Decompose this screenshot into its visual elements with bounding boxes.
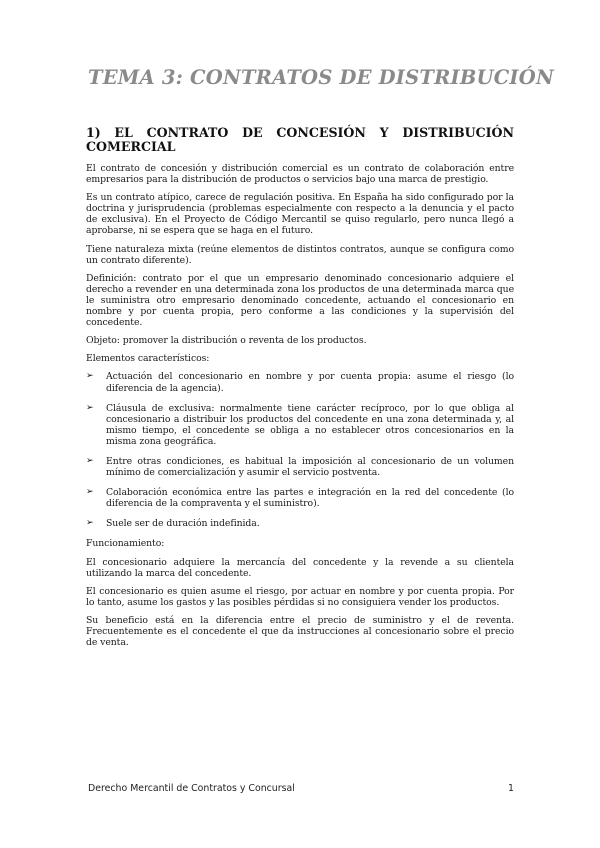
list-item	[86, 371, 514, 393]
list-item-text: Actuación del concesionario en nombre y por cuenta propia: asume el riesgo (lo diferencia de la agencia).	[106, 371, 514, 394]
arrow-bullet-icon: ➢	[86, 518, 94, 529]
paragraph-functioning-profit: Su beneficio está en la diferencia entre el precio de suministro y el de reventa. Frecuentemente es el concedente el que da instrucciones al concesionario sobre el precio de venta.	[86, 614, 514, 649]
list-item	[86, 456, 514, 478]
arrow-bullet-icon: ➢	[86, 402, 94, 413]
paragraph-functioning-resale: El concesionario adquiere la mercancía del concedente y la revende a su clientela utilizando la marca del concedente.	[86, 556, 514, 579]
paragraph-definition: Definición: contrato por el que un empresario denominado concesionario adquiere el derecho a revender en una determinada zona los productos de una determinada marca que le suministra otro empresario denominado concedente, actuando el concesionario en nombre y por cuenta propia, pero conforme a las condiciones y la supervisión del concedente.	[86, 272, 514, 329]
paragraph-atypical-contract: Es un contrato atípico, carece de regulación positiva. En España ha sido configurado por la doctrina y jurisprudencia (problemas especialmente con respecto a la denuncia y el pacto de exclusiva). En el Proyecto de Código Mercantil se quiso regularlo, pero nunca llegó a aprobarse, ni se espera que se haga en el futuro.	[86, 192, 514, 237]
document-body	[86, 126, 514, 655]
paragraph-intro-definition: El contrato de concesión y distribución comercial es un contrato de colaboración entre empresarios para la distribución de productos o servicios bajo una marca de prestigio.	[86, 163, 514, 186]
list-item-text: Suele ser de duración indefinida.	[106, 518, 260, 530]
document-title: TEMA 3: CONTRATOS DE DISTRIBUCIÓN	[88, 66, 554, 89]
arrow-bullet-icon: ➢	[86, 487, 94, 498]
paragraph-elements-label: Elementos característicos:	[86, 353, 210, 365]
list-item	[86, 487, 514, 509]
arrow-bullet-icon: ➢	[86, 371, 94, 382]
paragraph-mixed-nature: Tiene naturaleza mixta (reúne elementos de distintos contratos, aunque se configura como un contrato diferente).	[86, 243, 514, 266]
footer-page-number: 1	[508, 783, 514, 794]
section-heading: 1) EL CONTRATO DE CONCESIÓN Y DISTRIBUCIÓN COMERCIAL	[86, 125, 514, 154]
list-item	[86, 518, 514, 529]
paragraph-object: Objeto: promover la distribución o reventa de los productos.	[86, 335, 367, 347]
list-item-text: Colaboración económica entre las partes e integración en la red del concedente (lo diferencia de la compraventa y el suministro).	[106, 487, 514, 510]
list-item	[86, 403, 514, 447]
paragraph-functioning-risk: El concesionario es quien asume el riesgo, por actuar en nombre y por cuenta propia. Por lo tanto, asume los gastos y las posibles pérdidas si no consiguiera vender los productos.	[86, 585, 514, 608]
list-item-text: Entre otras condiciones, es habitual la imposición al concesionario de un volumen mínimo de comercialización y asumir el servicio postventa.	[106, 455, 514, 479]
characteristics-list	[86, 371, 514, 529]
arrow-bullet-icon: ➢	[86, 455, 94, 466]
list-item-text: Cláusula de exclusiva: normalmente tiene carácter recíproco, por lo que obliga al concesionario a distribuir los productos del concedente en una zona determinada y, al mismo tiempo, el concedente se obliga a no establecer otros concesionarios en la misma zona geográfica.	[106, 402, 514, 447]
footer-course-name: Derecho Mercantil de Contratos y Concursal	[88, 783, 295, 794]
paragraph-functioning-label: Funcionamiento:	[86, 538, 165, 550]
